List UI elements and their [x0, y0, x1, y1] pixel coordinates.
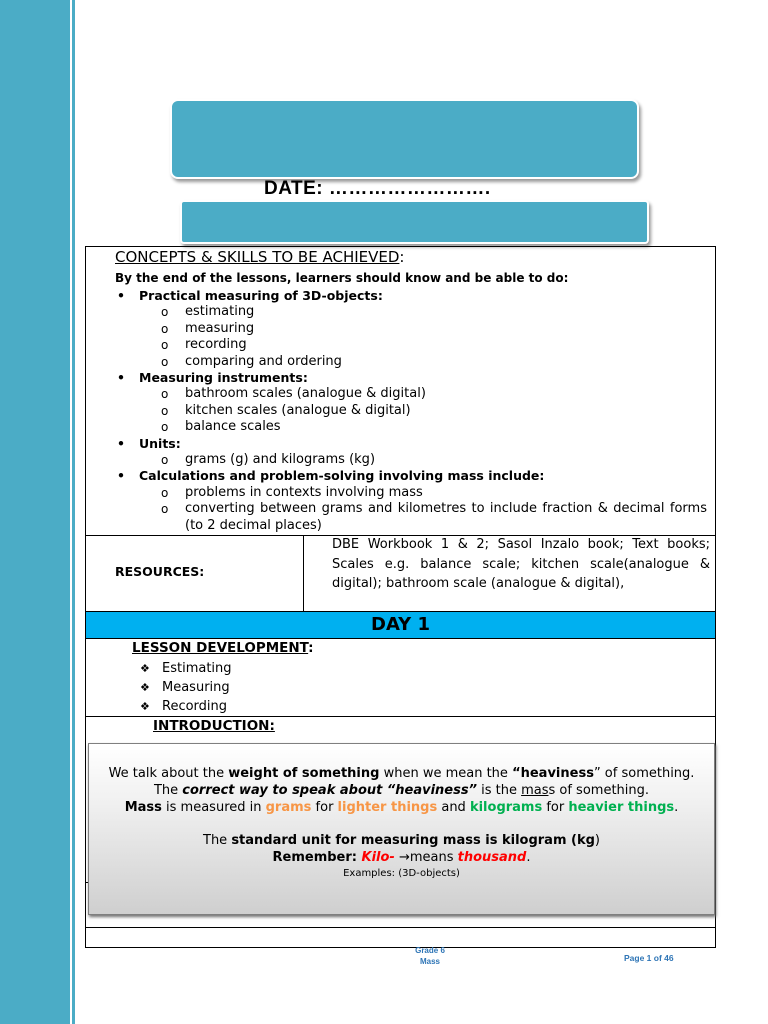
concept-subitem: o balance scales: [115, 419, 715, 435]
title-banner: [170, 99, 639, 179]
concept-subitem: o measuring: [115, 321, 715, 337]
concept-subitem: o kitchen scales (analogue & digital): [115, 403, 715, 419]
lesson-list: [140, 659, 232, 716]
concept-item: • Units:: [115, 436, 715, 452]
concept-subitem: o comparing and ordering: [115, 354, 715, 370]
concepts-list: [115, 288, 715, 534]
day-header: DAY 1: [86, 612, 715, 638]
divider: [85, 882, 88, 883]
footer-grade: Grade 6 Mass: [415, 946, 445, 966]
resources-text: DBE Workbook 1 & 2; Sasol Inzalo book; Text books; Scales e.g. balance scale; kitchen scale(analogue & digital); bathroom scale (analogue & digital),: [332, 537, 710, 591]
divider: [85, 638, 716, 639]
lesson-item: ❖ Estimating: [140, 659, 232, 678]
divider: [85, 716, 716, 717]
subtitle-banner: [180, 200, 649, 244]
concept-item: • Calculations and problem-solving involving mass include:: [115, 468, 715, 484]
concept-subitem: o converting between grams and kilometres to include fraction & decimal forms (to 2 decimal places): [115, 501, 715, 534]
concept-subitem: o bathroom scales (analogue & digital): [115, 386, 715, 402]
concept-subitem: o recording: [115, 337, 715, 353]
concepts-intro: By the end of the lessons, learners should know and be able to do:: [115, 271, 569, 285]
concept-item: • Practical measuring of 3D-objects:: [115, 288, 715, 304]
note-line: The standard unit for measuring mass is kilogram (kg): [203, 833, 600, 848]
concept-subitem: o problems in contexts involving mass: [115, 485, 715, 501]
note-line: We talk about the weight of something when we mean the “heaviness” of something.: [108, 766, 695, 781]
date-label: DATE: …………………….: [264, 178, 491, 199]
concept-item: • Measuring instruments:: [115, 370, 715, 386]
note-line: Mass is measured in grams for lighter things and kilograms for heavier things.: [124, 800, 679, 815]
footer-page-number: Page 1 of 46: [624, 953, 674, 963]
divider: [85, 927, 716, 928]
lesson-item: ❖ Measuring: [140, 678, 232, 697]
note-examples: Examples: (3D-objects): [343, 868, 460, 879]
concepts-title: CONCEPTS & SKILLS TO BE ACHIEVED:: [115, 248, 405, 266]
lesson-development-title: LESSON DEVELOPMENT:: [132, 640, 314, 656]
lesson-item: ❖ Recording: [140, 697, 232, 716]
introduction-note: [88, 743, 715, 915]
concept-subitem: o grams (g) and kilograms (kg): [115, 452, 715, 468]
resources-divider: [303, 535, 304, 611]
resources-label: RESOURCES:: [115, 564, 205, 579]
introduction-title: INTRODUCTION:: [153, 718, 275, 734]
side-accent-line: [72, 0, 75, 1024]
note-line: The correct way to speak about “heaviness” is the mass of something.: [153, 783, 650, 798]
note-line: Remember: Kilo- →means thousand.: [272, 850, 531, 865]
side-bar: [0, 0, 70, 1024]
concept-subitem: o estimating: [115, 304, 715, 320]
